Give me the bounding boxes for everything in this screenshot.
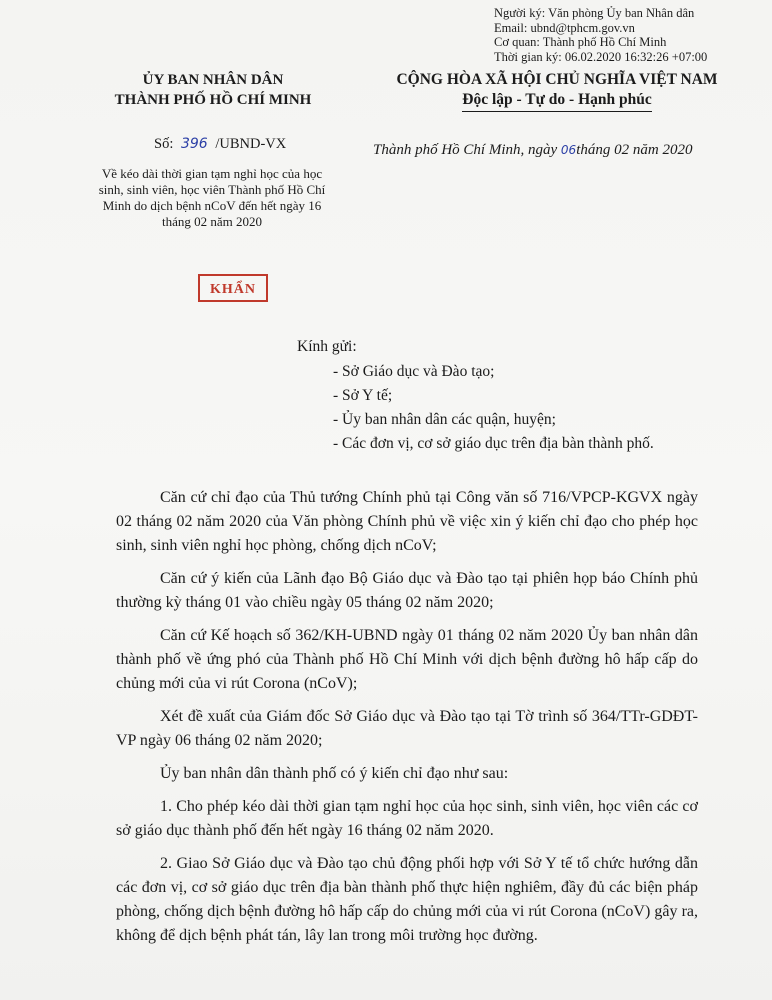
recipient-item: - Sở Giáo dục và Đào tạo; — [333, 363, 495, 380]
body-paragraph: 1. Cho phép kéo dài thời gian tạm nghỉ học của học sinh, sinh viên, học viên các cơ sở giáo dục thành phố đến hết ngày 16 tháng 02 năm 2020. — [116, 798, 698, 839]
digital-signature-block — [494, 6, 707, 64]
doc-number-prefix: Số: — [154, 136, 174, 152]
nation-motto: Độc lập - Tự do - Hạnh phúc — [462, 90, 651, 112]
document-number — [154, 136, 286, 153]
body-paragraph: Căn cứ ý kiến của Lãnh đạo Bộ Giáo dục và Đào tạo tại phiên họp báo Chính phủ thường kỳ tháng 01 vào chiều ngày 05 tháng 02 năm 2020; — [116, 570, 698, 611]
nation-title: CỘNG HÒA XÃ HỘI CHỦ NGHĨA VIỆT NAM — [396, 71, 718, 88]
body-paragraph: 2. Giao Sở Giáo dục và Đào tạo chủ động phối hợp với Sở Y tế tổ chức hướng dẫn các đơn vị, cơ sở giáo dục trên địa bàn thành phố thực hiện nghiêm, đầy đủ các biện pháp phòng, chống dịch bệnh đường hô hấp cấp do chủng mới của vi rút Corona (nCoV) gây ra, không để dịch bệnh phát tán, lây lan trong môi trường học đường. — [116, 855, 698, 944]
doc-number-handwritten: 396 — [180, 136, 208, 152]
urgent-stamp: KHẨN — [198, 274, 268, 302]
signature-time: Thời gian ký: 06.02.2020 16:32:26 +07:00 — [494, 49, 708, 64]
signature-email: Email: ubnd@tphcm.gov.vn — [494, 20, 635, 35]
recipients-title: Kính gửi: — [297, 338, 357, 355]
body-paragraph: Căn cứ chỉ đạo của Thủ tướng Chính phủ tại Công văn số 716/VPCP-KGVX ngày 02 tháng 02 năm 2020 của Văn phòng Chính phủ về việc xin ý kiến chỉ đạo cho phép học sinh, sinh viên nghỉ học phòng, chống dịch nCoV; — [116, 489, 698, 554]
recipients-list — [333, 360, 654, 456]
national-heading — [362, 70, 752, 112]
place-and-date — [373, 142, 692, 159]
place-date-day-handwritten: 06 — [560, 143, 577, 157]
body-paragraph: Căn cứ Kế hoạch số 362/KH-UBND ngày 01 tháng 02 năm 2020 Ủy ban nhân dân thành phố về ứng phó của Thành phố Hồ Chí Minh với dịch bệnh đường hô hấp cấp do chủng mới của vi rút Corona (nCoV); — [116, 627, 698, 692]
recipient-item: - Sở Y tế; — [333, 387, 393, 404]
place-date-after: tháng 02 năm 2020 — [576, 142, 693, 158]
document-subject: Về kéo dài thời gian tạm nghỉ học của học sinh, sinh viên, học viên Thành phố Hồ Chí Minh do dịch bệnh nCoV đến hết ngày 16 tháng 02 năm 2020 — [98, 166, 326, 229]
body-paragraph: Xét đề xuất của Giám đốc Sở Giáo dục và Đào tạo tại Tờ trình số 364/TTr-GDĐT-VP ngày 06 tháng 02 năm 2020; — [116, 708, 698, 749]
org-line-2: THÀNH PHỐ HỒ CHÍ MINH — [114, 92, 312, 108]
signature-signer: Người ký: Văn phòng Ủy ban Nhân dân — [494, 6, 695, 20]
doc-number-suffix: /UBND-VX — [215, 136, 287, 152]
issuing-organization — [104, 70, 322, 110]
signature-agency: Cơ quan: Thành phố Hồ Chí Minh — [494, 35, 667, 49]
place-date-before: Thành phố Hồ Chí Minh, ngày — [373, 142, 561, 158]
body-paragraph: Ủy ban nhân dân thành phố có ý kiến chỉ đạo như sau: — [160, 765, 509, 782]
recipient-item: - Các đơn vị, cơ sở giáo dục trên địa bàn thành phố. — [333, 435, 654, 452]
recipient-item: - Ủy ban nhân dân các quận, huyện; — [333, 411, 556, 428]
document-body — [116, 486, 698, 957]
org-line-1: ỦY BAN NHÂN DÂN — [142, 72, 284, 88]
